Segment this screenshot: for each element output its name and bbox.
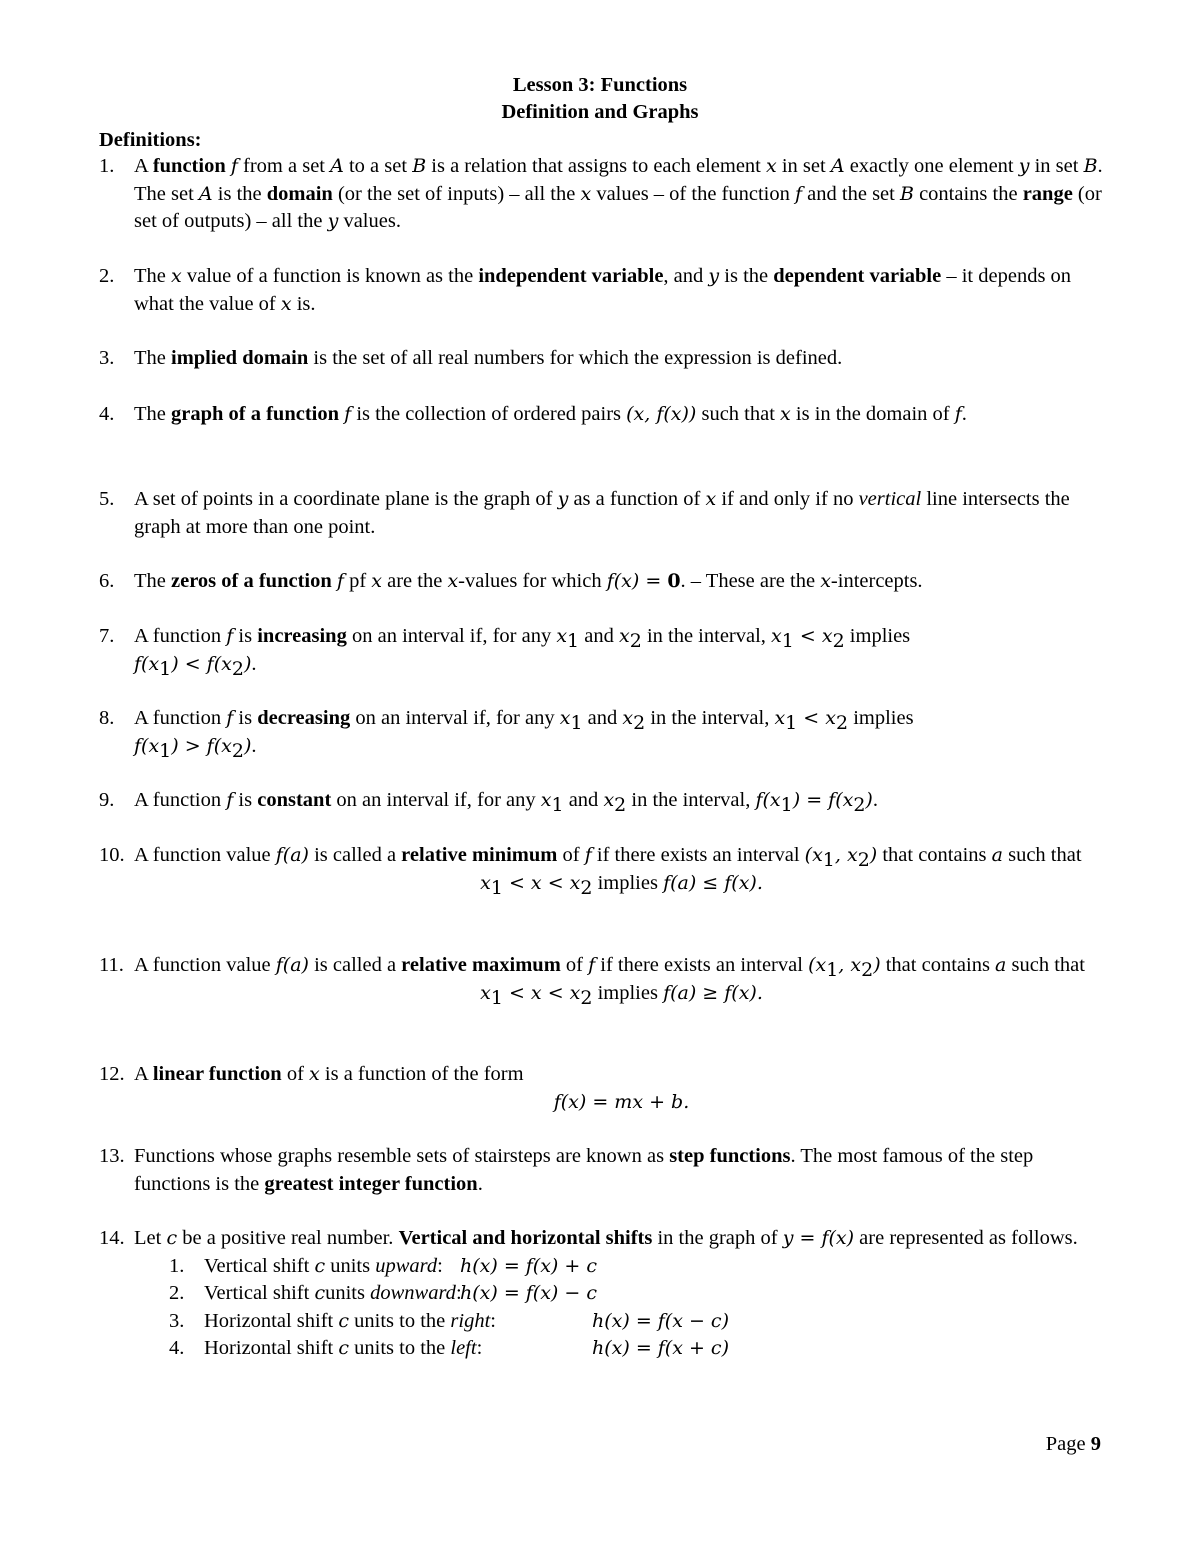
- emphasis-text: downward: [370, 1282, 456, 1304]
- item-text: [134, 263, 1109, 318]
- item-text: [134, 486, 1109, 541]
- lesson-subtitle: Definition and Graphs: [501, 101, 699, 123]
- bold-term: decreasing: [257, 707, 351, 729]
- item-number: 10.: [99, 844, 125, 866]
- math-expression: x: [766, 155, 777, 177]
- sub-item-number: 3.: [169, 1309, 185, 1332]
- item-paragraph: A function f from a set A to a set B is a relation that assigns to each element x in set A exactly one element y in set B. The set A is the domain (or the set of inputs) – all the x values – of the function f and the set B contains the range (or set of outputs) – all the y values.: [134, 155, 1103, 232]
- page-number: [1046, 1431, 1101, 1459]
- bold-term: step functions: [669, 1145, 791, 1167]
- bold-term: linear function: [152, 1063, 282, 1085]
- math-expression: a: [991, 844, 1003, 866]
- math-expression: f: [230, 155, 238, 177]
- shift-rule-label: Vertical shift cunits downward:: [204, 1282, 462, 1304]
- math-expression: x: [447, 570, 459, 592]
- display-equation: [134, 1089, 1109, 1117]
- bold-term: domain: [266, 182, 333, 205]
- shift-rule-label: Horizontal shift c units to the right:: [204, 1309, 496, 1332]
- shift-rule-equation: h(x) = f(x) + c: [460, 1254, 597, 1277]
- math-expression: f: [226, 707, 234, 729]
- math-expression: y = f(x): [782, 1227, 855, 1249]
- shift-rule: [169, 1280, 1109, 1308]
- math-expression: c: [338, 1337, 350, 1359]
- bold-term: relative maximum: [401, 954, 561, 976]
- math-expression: x: [580, 182, 592, 205]
- shift-rule: [169, 1253, 1109, 1281]
- math-expression: $f(x_1$: [755, 789, 793, 816]
- item-paragraph: The x value of a function is known as the independent variable, and y is the dependent variable – it depends on what the value of x is.: [134, 265, 1072, 315]
- math-expression: f: [226, 789, 234, 811]
- shift-rule-equation: h(x) = f(x) − c: [460, 1282, 597, 1304]
- definitions-heading: Definitions:: [99, 129, 202, 151]
- definition-item: [99, 705, 1109, 760]
- definition-item: [99, 263, 1109, 318]
- math-expression: , $x_2$: [834, 844, 870, 871]
- math-expression: x: [171, 265, 182, 287]
- item-paragraph: A function value f(a) is called a relative minimum of f if there exists an interval ($x_1$, $x_2$) that contains a such that: [134, 844, 1082, 871]
- item-text: [134, 1225, 1109, 1363]
- item-paragraph: Functions whose graphs resemble sets of stairsteps are known as step functions. The most famous of the step functions is the greatest integer function.: [134, 1145, 1034, 1195]
- bold-term: Vertical and horizontal shifts: [398, 1227, 653, 1249]
- math-expression: ): [865, 789, 873, 811]
- item-number: 3.: [99, 347, 115, 369]
- item-number: 4.: [99, 403, 115, 425]
- item-number: 7.: [99, 625, 115, 647]
- math-expression: f(x) =: [606, 570, 668, 592]
- emphasis-text: left: [450, 1337, 477, 1359]
- math-expression: y: [708, 265, 720, 287]
- emphasis-text: vertical: [858, 488, 922, 510]
- math-expression: B: [1083, 155, 1098, 177]
- math-expression: $x_1$: [556, 625, 580, 652]
- math-expression: $f(x_1$: [134, 734, 172, 762]
- item-text: [134, 787, 1109, 815]
- definition-item: [99, 1061, 1109, 1116]
- shift-rule: [169, 1335, 1109, 1363]
- bold-term: implied domain: [171, 347, 309, 369]
- math-expression: y: [327, 210, 339, 232]
- definition-item: [99, 1143, 1109, 1198]
- math-expression: y: [1018, 155, 1030, 177]
- math-expression: f(a) ≤ f(x).: [663, 871, 763, 894]
- math-expression: B: [412, 155, 427, 177]
- item-text: [134, 952, 1109, 1007]
- math-expression: f: [344, 403, 352, 425]
- definition-item: [99, 345, 1109, 373]
- item-paragraph: The zeros of a function f pf x are the x-values for which f(x) = 0. – These are the x-intercepts.: [134, 570, 923, 592]
- math-expression: f: [336, 570, 344, 592]
- sub-item-number: 2.: [169, 1282, 185, 1304]
- item-paragraph: The graph of a function f is the collection of ordered pairs (x, f(x)) such that x is in the domain of f.: [134, 403, 967, 425]
- math-expression: ): [243, 652, 252, 675]
- emphasis-text: right: [450, 1309, 491, 1332]
- shift-rule: [169, 1308, 1109, 1336]
- bold-term: constant: [257, 789, 332, 811]
- math-expression: ($x_1$: [808, 954, 839, 981]
- math-expression: f: [795, 182, 803, 205]
- math-expression: c: [314, 1282, 326, 1304]
- item-text: [134, 345, 1109, 373]
- item-number: 14.: [99, 1227, 125, 1249]
- item-number: 5.: [99, 488, 115, 510]
- math-expression: $x_2$: [622, 707, 646, 734]
- display-equation: $x_1 < x < x_2$ implies f(a) ≤ f(x).: [480, 871, 763, 899]
- bold-term: zeros of a function: [171, 570, 332, 592]
- definition-item: [99, 568, 1109, 596]
- item-paragraph: A linear function of x is a function of the form: [134, 1063, 524, 1085]
- item-text: [134, 401, 1109, 429]
- bold-term: range: [1022, 182, 1073, 205]
- shift-rules-list: [169, 1253, 1109, 1363]
- math-expression: f(a): [275, 844, 309, 866]
- bold-term: increasing: [257, 625, 347, 647]
- math-expression: 0: [667, 570, 681, 592]
- math-expression: f(x) = mx + b.: [553, 1090, 690, 1113]
- definition-item: [99, 153, 1109, 236]
- definition-item: [99, 787, 1109, 815]
- page-label: Page: [1045, 1433, 1086, 1455]
- item-paragraph: A function f is decreasing on an interval if, for any $x_1$ and $x_2$ in the interval, $x_1 < x_2$ implies $f(x_1) > f(x_2)$.: [134, 707, 914, 762]
- math-expression: ): [873, 954, 881, 976]
- math-expression: ): [243, 734, 252, 757]
- item-paragraph: Let c be a positive real number. Vertical and horizontal shifts in the graph of y = f(x) are represented as follows.: [134, 1227, 1078, 1249]
- sub-item-number: 1.: [169, 1254, 185, 1277]
- math-expression: a: [995, 954, 1007, 976]
- definition-item: [99, 842, 1109, 897]
- item-paragraph: A function f is increasing on an interval if, for any $x_1$ and $x_2$ in the interval, $x_1 < x_2$ implies $f(x_1) < f(x_2)$.: [134, 625, 911, 680]
- math-expression: (x, f(x)): [626, 403, 697, 425]
- item-number: 11.: [99, 954, 124, 976]
- item-number: 2.: [99, 265, 115, 287]
- definition-item: [99, 1225, 1109, 1363]
- definition-item: [99, 401, 1109, 429]
- shift-rule-label: Vertical shift c units upward:: [204, 1254, 443, 1277]
- shift-rule-equation: h(x) = f(x + c): [592, 1337, 729, 1359]
- item-number: 6.: [99, 570, 115, 592]
- item-text: [134, 1143, 1109, 1198]
- math-expression: A: [830, 155, 845, 177]
- item-text: [134, 153, 1109, 236]
- math-expression: f(a) ≥ f(x).: [663, 981, 763, 1004]
- math-expression: $f(x_1$: [134, 652, 172, 680]
- math-expression: < $x_2$: [797, 707, 849, 734]
- bold-term: greatest integer function: [264, 1172, 478, 1195]
- math-expression: ) < $f(x_2$: [171, 652, 244, 680]
- math-expression: $x_1$: [774, 707, 798, 734]
- item-paragraph: A function f is constant on an interval if, for any $x_1$ and $x_2$ in the interval, $f(x_1) = f(x_2)$.: [134, 789, 878, 816]
- bold-term: graph of a function: [171, 403, 340, 425]
- item-paragraph: A set of points in a coordinate plane is the graph of y as a function of x if and only if no vertical line intersects the graph at more than one point.: [134, 488, 1070, 538]
- shift-rule-label: Horizontal shift c units to the left:: [204, 1337, 483, 1359]
- item-text: [134, 842, 1109, 897]
- math-expression: ) = $f(x_2$: [792, 789, 866, 816]
- bold-term: dependent variable: [773, 265, 942, 287]
- math-expression: $x_1$: [559, 707, 583, 734]
- math-expression: < $x_2$: [793, 625, 845, 652]
- math-expression: x: [371, 570, 382, 592]
- math-expression: $x_1$: [540, 789, 564, 816]
- item-number: 13.: [99, 1145, 125, 1167]
- math-expression: , $x_2$: [838, 954, 874, 981]
- definition-item: [99, 486, 1109, 541]
- math-expression: $x_1$: [480, 981, 503, 1009]
- math-expression: $x_2$: [603, 789, 627, 816]
- math-expression: f: [584, 844, 592, 866]
- item-number: 8.: [99, 707, 115, 729]
- math-expression: x: [309, 1063, 320, 1085]
- definition-item: [99, 952, 1109, 1007]
- page-number-value: 9: [1090, 1433, 1101, 1455]
- math-expression: f(a): [275, 954, 309, 976]
- lesson-title: Lesson 3: Functions: [512, 74, 688, 96]
- math-expression: y: [557, 488, 569, 510]
- math-expression: c: [338, 1309, 350, 1332]
- math-expression: ($x_1$: [804, 844, 835, 871]
- item-text: [134, 568, 1109, 596]
- math-expression: < $x < x_2$: [502, 981, 593, 1009]
- math-expression: A: [330, 155, 344, 177]
- bold-term: function: [152, 155, 226, 177]
- item-paragraph: A function value f(a) is called a relative maximum of f if there exists an interval ($x_1$, $x_2$) that contains a such that: [134, 954, 1085, 981]
- math-expression: x: [780, 403, 791, 425]
- math-expression: f: [588, 954, 596, 976]
- item-paragraph: The implied domain is the set of all real numbers for which the expression is defined.: [134, 347, 843, 369]
- item-text: [134, 1061, 1109, 1116]
- item-number: 12.: [99, 1063, 125, 1085]
- math-expression: x: [705, 488, 717, 510]
- math-expression: f: [954, 403, 962, 425]
- bold-term: relative minimum: [401, 844, 558, 866]
- math-expression: $x_1$: [771, 625, 794, 652]
- math-expression: c: [314, 1254, 326, 1277]
- math-expression: ) > $f(x_2$: [171, 734, 244, 762]
- item-text: [134, 623, 1109, 678]
- display-equation: $x_1 < x < x_2$ implies f(a) ≥ f(x).: [480, 981, 763, 1009]
- bold-term: independent variable: [478, 265, 664, 287]
- math-expression: x: [820, 570, 831, 592]
- math-expression: A: [198, 182, 213, 205]
- item-number: 9.: [99, 789, 115, 811]
- math-expression: B: [899, 182, 914, 205]
- math-expression: < $x < x_2$: [502, 871, 593, 899]
- math-expression: $x_1$: [480, 871, 503, 899]
- item-number: 1.: [99, 155, 115, 177]
- math-expression: f: [226, 625, 234, 647]
- item-text: [134, 705, 1109, 760]
- math-expression: ): [869, 844, 878, 866]
- math-expression: x: [280, 292, 292, 315]
- math-expression: $x_2$: [619, 625, 642, 652]
- emphasis-text: upward: [375, 1254, 438, 1277]
- math-expression: c: [166, 1227, 178, 1249]
- sub-item-number: 4.: [169, 1337, 185, 1359]
- shift-rule-equation: h(x) = f(x − c): [592, 1309, 729, 1332]
- definition-item: [99, 623, 1109, 678]
